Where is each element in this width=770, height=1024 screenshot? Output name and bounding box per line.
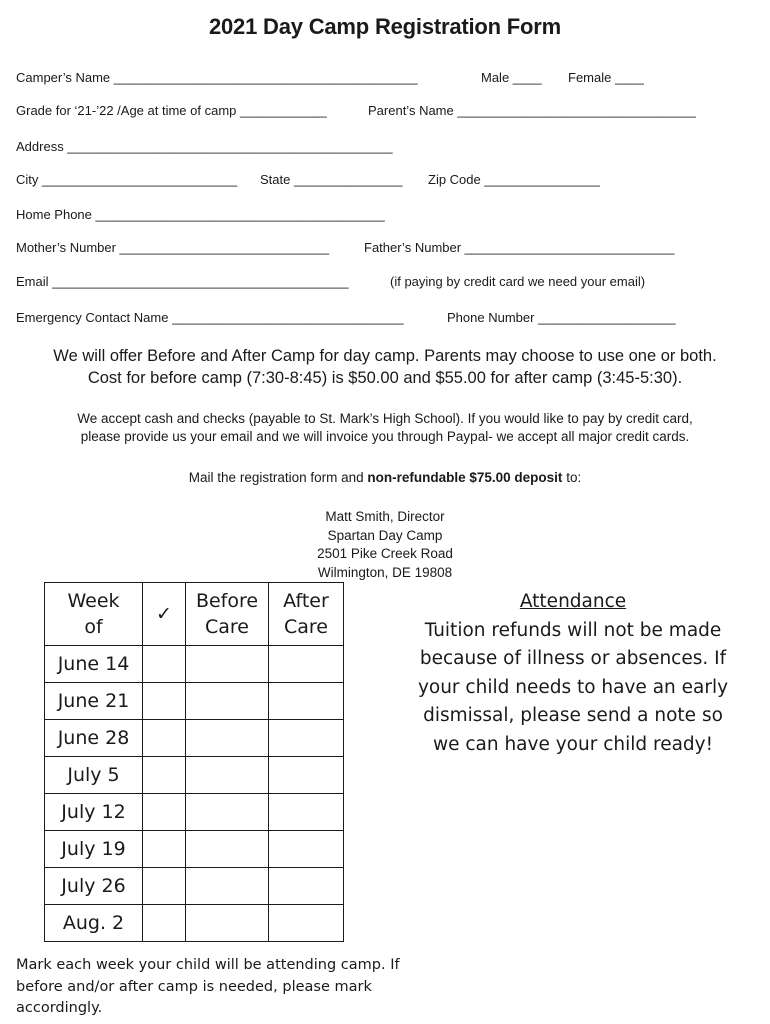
week-cell: July 19 (45, 831, 143, 868)
before-care-checkbox[interactable] (186, 794, 269, 831)
after-care-checkbox[interactable] (269, 831, 344, 868)
city-field[interactable]: City ___________________________ (16, 172, 238, 187)
week-cell: June 21 (45, 683, 143, 720)
table-row (45, 720, 344, 757)
email-field[interactable]: Email _________________________________________ (16, 274, 349, 289)
before-care-checkbox[interactable] (186, 683, 269, 720)
after-care-checkbox[interactable] (269, 683, 344, 720)
after-care-checkbox[interactable] (269, 868, 344, 905)
after-care-checkbox[interactable] (269, 905, 344, 942)
camper-name-field[interactable]: Camper’s Name __________________________________________ (16, 70, 418, 85)
week-cell: July 26 (45, 868, 143, 905)
week-cell: Aug. 2 (45, 905, 143, 942)
header-before-care: Before Care (186, 583, 269, 646)
header-check: ✓ (143, 583, 186, 646)
mail-instructions (0, 469, 770, 487)
payment-info-line1: We accept cash and checks (payable to St. Mark’s High School). If you would like to pay by credit card, (77, 411, 693, 426)
emergency-contact-name-field[interactable]: Emergency Contact Name ________________________________ (16, 310, 404, 325)
before-care-checkbox[interactable] (186, 720, 269, 757)
payment-info-line2: please provide us your email and we will invoice you through Paypal- we accept all major credit cards. (80, 429, 690, 444)
header-after-care: After Care (269, 583, 344, 646)
weeks-table (44, 582, 344, 942)
before-care-checkbox[interactable] (186, 905, 269, 942)
table-row (45, 868, 344, 905)
before-care-checkbox[interactable] (186, 868, 269, 905)
after-care-checkbox[interactable] (269, 646, 344, 683)
attend-checkbox[interactable] (143, 646, 186, 683)
address-camp: Spartan Day Camp (327, 528, 443, 543)
week-cell: July 12 (45, 794, 143, 831)
before-after-camp-line: We will offer Before and After Camp for day camp. Parents may choose to use one or both. (53, 347, 717, 365)
before-care-checkbox[interactable] (186, 757, 269, 794)
zip-code-field[interactable]: Zip Code ________________ (428, 172, 601, 187)
marking-instructions: Mark each week your child will be attending camp. If before and/or after camp is needed, please mark accordingly. (16, 957, 400, 1016)
attend-checkbox[interactable] (143, 794, 186, 831)
after-care-checkbox[interactable] (269, 794, 344, 831)
header-week-of: Week of (45, 583, 143, 646)
address-city: Wilmington, DE 19808 (317, 565, 453, 580)
table-row (45, 905, 344, 942)
address-street: 2501 Pike Creek Road (317, 546, 453, 561)
attendance-section (410, 588, 736, 759)
table-row (45, 646, 344, 683)
week-cell: June 14 (45, 646, 143, 683)
father-number-field[interactable]: Father’s Number _____________________________ (364, 240, 675, 255)
mother-number-field[interactable]: Mother’s Number _____________________________ (16, 240, 330, 255)
male-field[interactable]: Male ____ (481, 70, 542, 85)
attend-checkbox[interactable] (143, 757, 186, 794)
attend-checkbox[interactable] (143, 683, 186, 720)
table-row (45, 794, 344, 831)
mail-suffix: to: (562, 470, 582, 485)
table-row (45, 683, 344, 720)
mail-prefix: Mail the registration form and (188, 470, 368, 485)
attend-checkbox[interactable] (143, 720, 186, 757)
table-header-row (45, 583, 344, 646)
state-field[interactable]: State _______________ (260, 172, 403, 187)
address-director: Matt Smith, Director (325, 509, 445, 524)
email-note: (if paying by credit card we need your email) (390, 274, 646, 289)
camp-cost-line: Cost for before camp (7:30-8:45) is $50.00 and $55.00 for after camp (3:45-5:30). (87, 369, 683, 387)
grade-age-field[interactable]: Grade for ‘21-’22 /Age at time of camp ____________ (16, 103, 327, 118)
deposit-amount: non-refundable $75.00 deposit (367, 470, 563, 485)
before-care-checkbox[interactable] (186, 646, 269, 683)
week-cell: July 5 (45, 757, 143, 794)
female-field[interactable]: Female ____ (568, 70, 644, 85)
week-cell: June 28 (45, 720, 143, 757)
attendance-body: Tuition refunds will not be made because of illness or absences. If your child needs to have an early dismissal, please send a note so we can have your child ready! (417, 619, 729, 755)
attendance-heading: Attendance (519, 591, 627, 612)
form-title: 2021 Day Camp Registration Form (208, 14, 562, 39)
after-care-checkbox[interactable] (269, 720, 344, 757)
home-phone-field[interactable]: Home Phone ________________________________________ (16, 207, 385, 222)
attend-checkbox[interactable] (143, 868, 186, 905)
address-field[interactable]: Address _____________________________________________ (16, 139, 393, 154)
parent-name-field[interactable]: Parent’s Name _________________________________ (368, 103, 696, 118)
phone-number-field[interactable]: Phone Number ___________________ (447, 310, 676, 325)
table-row (45, 831, 344, 868)
attend-checkbox[interactable] (143, 831, 186, 868)
table-row (45, 757, 344, 794)
attend-checkbox[interactable] (143, 905, 186, 942)
after-care-checkbox[interactable] (269, 757, 344, 794)
before-care-checkbox[interactable] (186, 831, 269, 868)
